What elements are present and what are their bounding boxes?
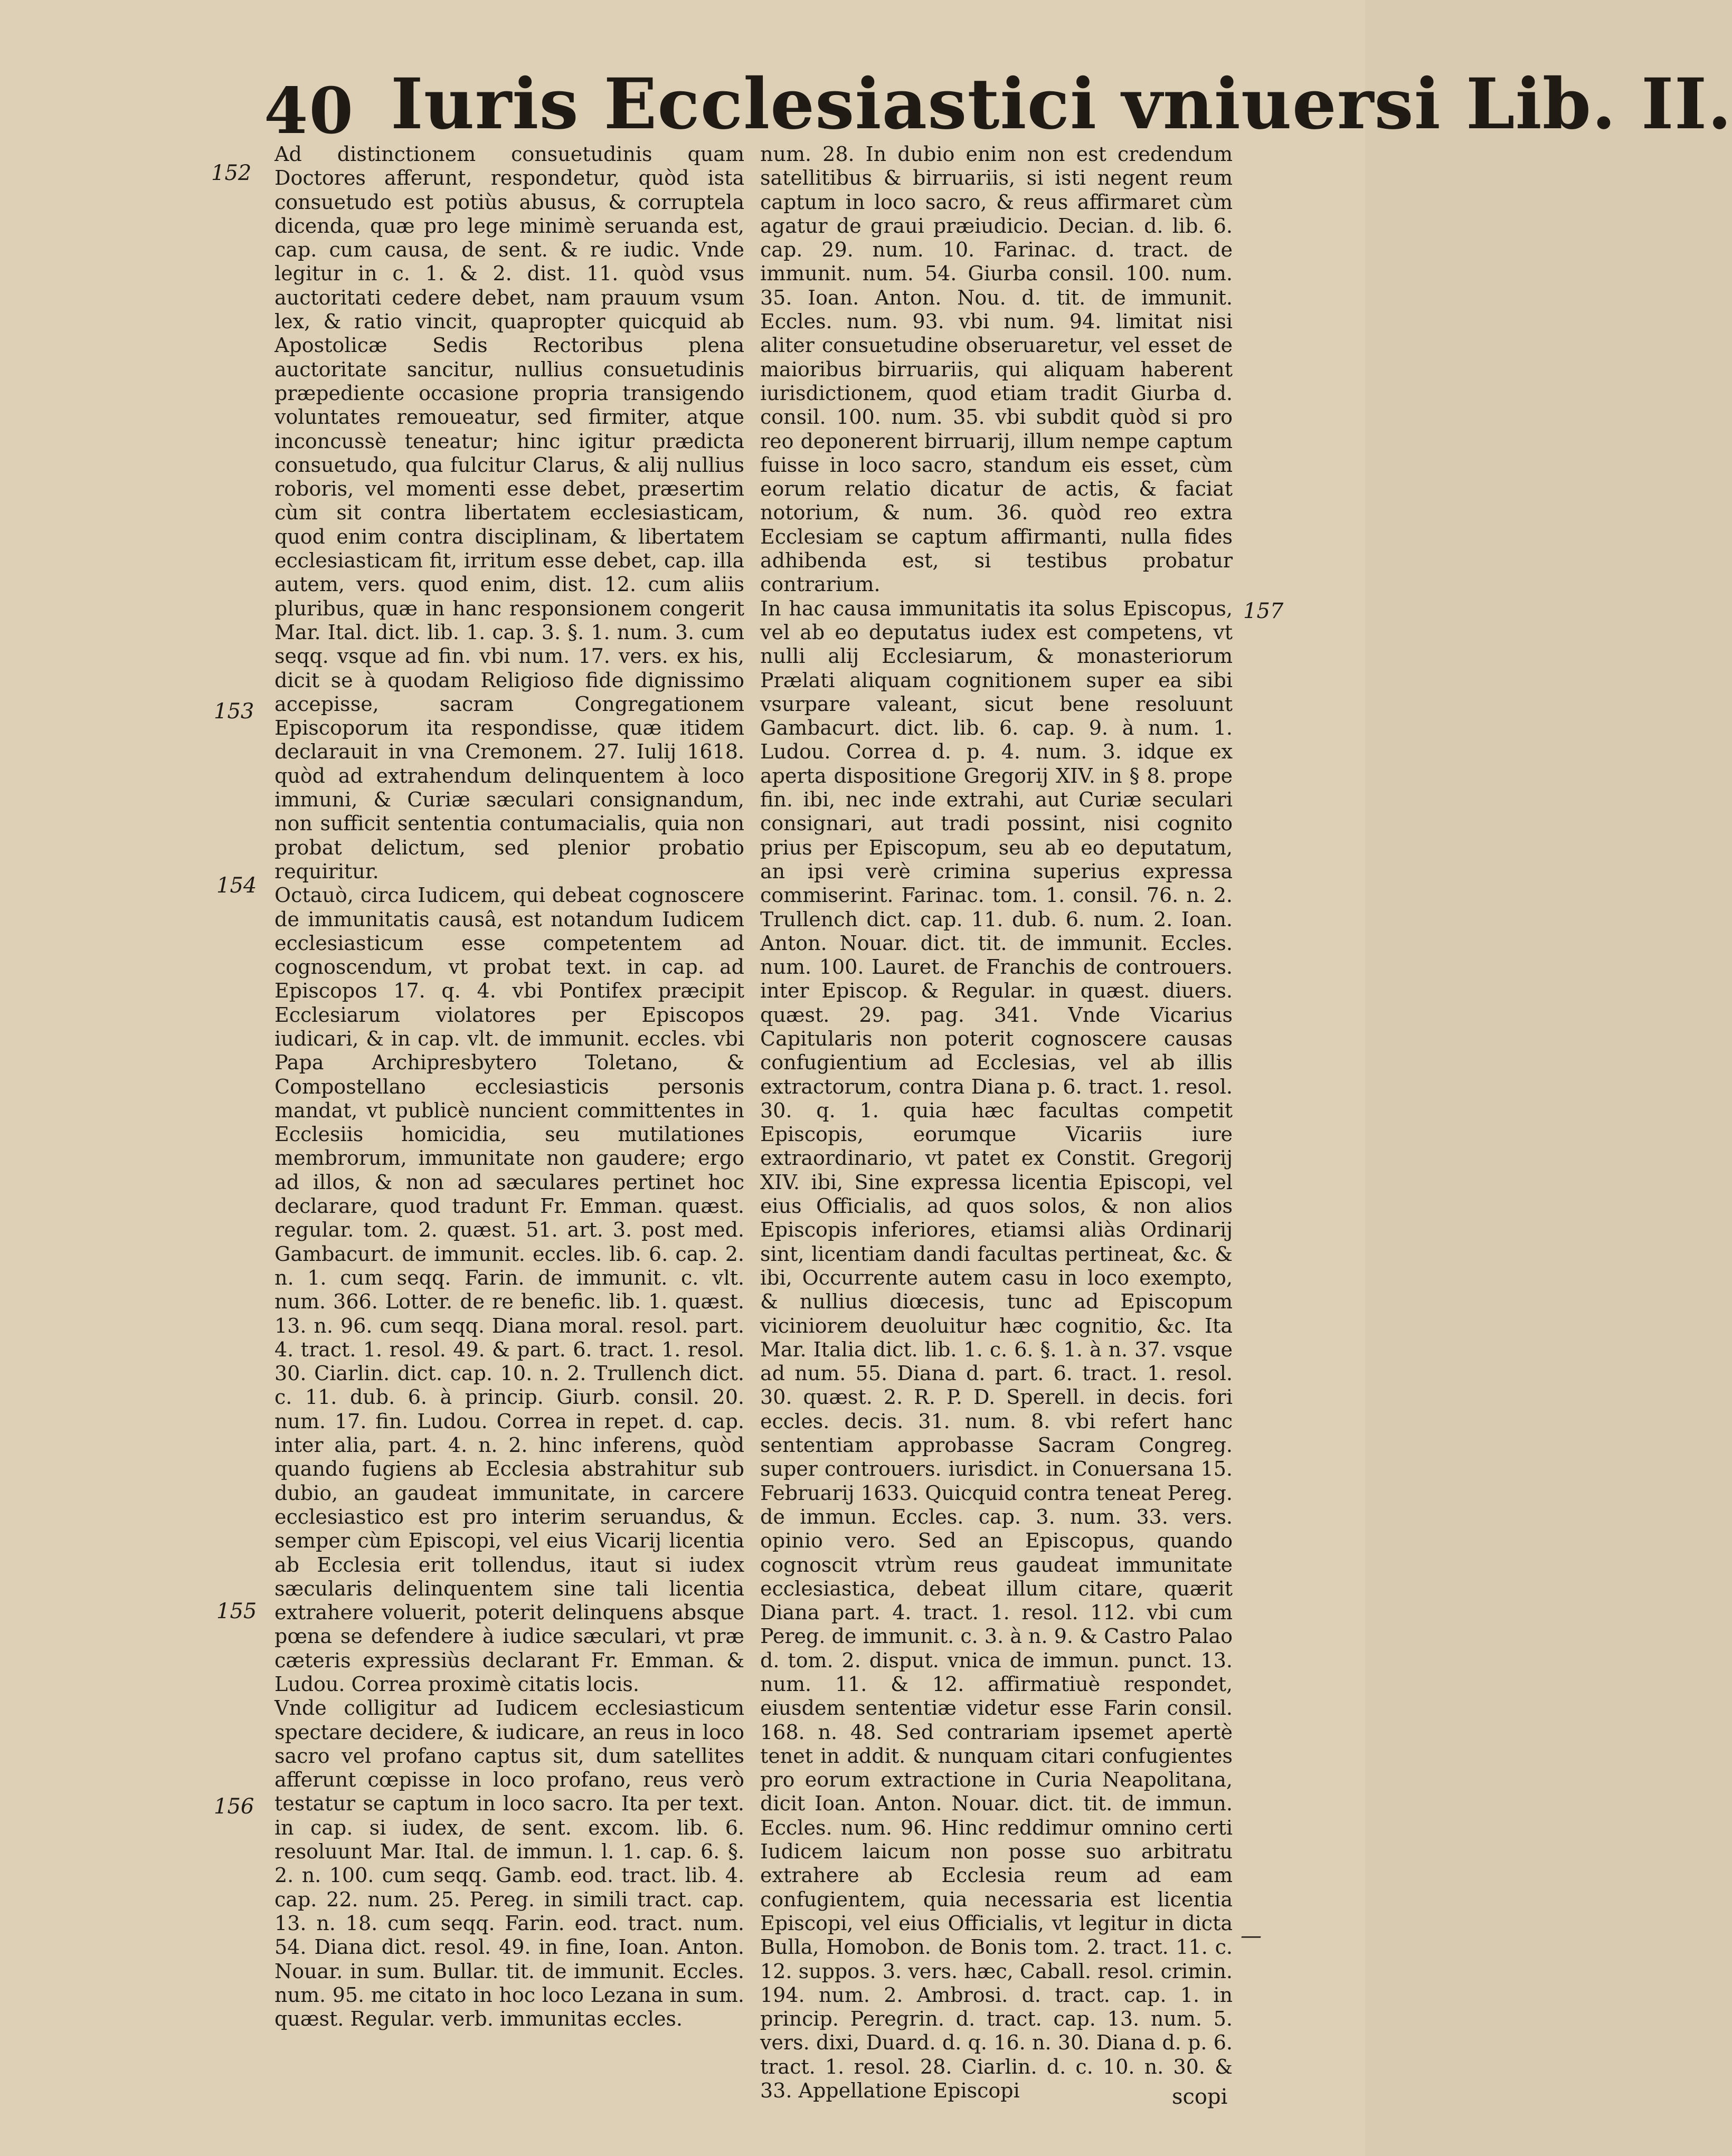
page-header [0, 53, 1732, 148]
margin-number: 157 [1243, 599, 1284, 623]
margin-number: 154 [216, 873, 257, 898]
margin-number: 156 [214, 1794, 254, 1819]
catchword: scopi [1172, 2085, 1228, 2109]
margin-number: 152 [211, 161, 252, 185]
page-number: 40 [264, 74, 354, 148]
running-title: Iuris Ecclesiastici vniuersi Lib. II. [391, 63, 1732, 145]
margin-dash: — [1241, 1924, 1262, 1948]
margin-number: 153 [214, 699, 254, 724]
text-column-right: num. 28. In dubio enim non est credendum satellitibus & birruariis, si isti negent reum captum in loco sacro, & reus affirmaret cùm agatur de graui præiudicio. Decian. d. lib. 6. cap. 29. num. 10. Farinac. d. tract. de immunit. num. 54. Giurba consil. 100. num. 35. Ioan. Anton. Nou. d. tit. de immunit. Eccles. num. 93. vbi num. 94. limitat nisi aliter consuetudine obseruaretur, vel esset de maioribus birruariis, qui aliquam haberent iurisdictionem, quod etiam tradit Giurba d. consil. 100. num. 35. vbi subdit quòd si pro reo deponerent birruarij, illum nempe captum fuisse in loco sacro, standum eis esset, cùm eorum relatio dicatur de actis, & faciat notorium, & num. 36. quòd reo extra Ecclesiam se captum affirmanti, nulla fides adhibenda est, si testibus probatur contrarium. In hac causa immunitatis ita solus Episcopus, vel ab eo deputatus iudex est competens, vt nulli alij Ecclesiarum, & monasteriorum Prælati aliquam cognitionem super ea sibi vsurpare valeant, sicut bene resoluunt Gambacurt. dict. lib. 6. cap. 9. à num. 1. Ludou. Correa d. p. 4. num. 3. idque ex aperta dispositione Gregorij XIV. in § 8. prope fin. ibi, nec inde extrahi, aut Curiæ seculari consignari, aut tradi possint, nisi cognito prius per Episcopum, seu ab eo deputatum, an ipsi verè crimina superius expressa commiserint. Farinac. tom. 1. consil. 76. n. 2. Trullench dict. cap. 11. dub. 6. num. 2. Ioan. Anton. Nouar. dict. tit. de immunit. Eccles. num. 100. Lauret. de Franchis de controuers. inter Episcop. & Regular. in quæst. diuers. quæst. 29. pag. 341. Vnde Vicarius Capitularis non poterit cognoscere causas confugientium ad Ecclesias, vel ab illis extractorum, contra Diana p. 6. tract. 1. resol. 30. q. 1. quia hæc facultas competit Episcopis, eorumque Vicariis iure extraordinario, vt patet ex Constit. Gregorij XIV. ibi, Sine expressa licentia Episcopi, vel eius Officialis, ad quos solos, & non alios Episcopis inferiores, etiamsi aliàs Ordinarij sint, licentiam dandi facultas pertineat, &c. & ibi, Occurrente autem casu in loco exempto, & nullius diœcesis, tunc ad Episcopum viciniorem deuoluitur hæc cognitio, &c. Ita Mar. Italia dict. lib. 1. c. 6. §. 1. à n. 37. vsque ad num. 55. Diana d. part. 6. tract. 1. resol. 30. quæst. 2. R. P. D. Sperell. in decis. fori eccles. decis. 31. num. 8. vbi refert hanc sententiam approbasse Sacram Congreg. super controuers. iurisdict. in Conuersana 15. Februarij 1633. Quicquid contra teneat Pereg. de immun. Eccles. cap. 3. num. 33. vers. opinio vero. Sed an Episcopus, quando cognoscit vtrùm reus gaudeat immunitate ecclesiastica, debeat illum citare, quærit Diana part. 4. tract. 1. resol. 112. vbi cum Pereg. de immunit. c. 3. à n. 9. & Castro Palao d. tom. 2. disput. vnica de immun. punct. 13. num. 11. & 12. affirmatiuè respondet, eiusdem sententiæ videtur esse Farin consil. 168. n. 48. Sed contrariam ipsemet apertè tenet in addit. & nunquam citari confugientes pro eorum extractione in Curia Neapolitana, dicit Ioan. Anton. Nouar. dict. tit. de immun. Eccles. num. 96. Hinc reddimur omnino certi Iudicem laicum non posse suo arbitratu extrahere ab Ecclesia reum ad eam confugientem, quia necessaria est licentia Episcopi, vel eius Officialis, vt legitur in dicta Bulla, Homobon. de Bonis tom. 2. tract. 11. c. 12. suppos. 3. vers. hæc, Caball. resol. crimin. 194. num. 2. Ambrosi. d. tract. cap. 1. in princip. Peregrin. d. tract. cap. 13. num. 5. vers. dixi, Duard. d. q. 16. n. 30. Diana d. p. 6. tract. 1. resol. 28. Ciarlin. d. c. 10. n. 30. & 33. Appellatione Episcopi [760, 143, 1233, 2103]
margin-number: 155 [216, 1599, 257, 1623]
text-column-left: Ad distinctionem consuetudinis quam Doctores afferunt, respondetur, quòd ista consuetudo est potiùs abusus, & corruptela dicenda, quæ pro lege minimè seruanda est, cap. cum causa, de sent. & re iudic. Vnde legitur in c. 1. & 2. dist. 11. quòd vsus auctoritati cedere debet, nam prauum vsum lex, & ratio vincit, quapropter quicquid ab Apostolicæ Sedis Rectoribus plena auctoritate sancitur, nullius consuetudinis præpediente occasione propria transigendo voluntates remoueatur, sed firmiter, atque inconcussè teneatur; hinc igitur prædicta consuetudo, qua fulcitur Clarus, & alij nullius roboris, vel momenti esse debet, præsertim cùm sit contra libertatem ecclesiasticam, quod enim contra disciplinam, & libertatem ecclesiasticam fit, irritum esse debet, cap. illa autem, vers. quod enim, dist. 12. cum aliis pluribus, quæ in hanc responsionem congerit Mar. Ital. dict. lib. 1. cap. 3. §. 1. num. 3. cum seqq. vsque ad fin. vbi num. 17. vers. ex his, dicit se à quodam Religioso fide dignissimo accepisse, sacram Congregationem Episcoporum ita respondisse, quæ itidem declarauit in vna Cremonem. 27. Iulij 1618. quòd ad extrahendum delinquentem à loco immuni, & Curiæ sæculari consignandum, non sufficit sententia contumacialis, quia non probat delictum, sed plenior probatio requiritur. Octauò, circa Iudicem, qui debeat cognoscere de immunitatis causâ, est notandum Iudicem ecclesiasticum esse competentem ad cognoscendum, vt probat text. in cap. ad Episcopos 17. q. 4. vbi Pontifex præcipit Ecclesiarum violatores per Episcopos iudicari, & in cap. vlt. de immunit. eccles. vbi Papa Archipresbytero Toletano, & Compostellano ecclesiasticis personis mandat, vt publicè nuncient committentes in Ecclesiis homicidia, seu mutilationes membrorum, immunitate non gaudere; ergo ad illos, & non ad sæculares pertinet hoc declarare, quod tradunt Fr. Emman. quæst. regular. tom. 2. quæst. 51. art. 3. post med. Gambacurt. de immunit. eccles. lib. 6. cap. 2. n. 1. cum seqq. Farin. de immunit. c. vlt. num. 366. Lotter. de re benefic. lib. 1. quæst. 13. n. 96. cum seqq. Diana moral. resol. part. 4. tract. 1. resol. 49. & part. 6. tract. 1. resol. 30. Ciarlin. dict. cap. 10. n. 2. Trullench dict. c. 11. dub. 6. à princip. Giurb. consil. 20. num. 17. fin. Ludou. Correa in repet. d. cap. inter alia, part. 4. n. 2. hinc inferens, quòd quando fugiens ab Ecclesia abstrahitur sub dubio, an gaudeat immunitate, in carcere ecclesiastico est pro interim seruandus, & semper cùm Episcopi, vel eius Vicarij licentia ab Ecclesia erit tollendus, itaut si iudex sæcularis delinquentem sine tali licentia extrahere voluerit, poterit delinquens absque pœna se defendere à iudice sæculari, vt præ cæteris expressiùs declarant Fr. Emman. & Ludou. Correa proximè citatis locis. Vnde colligitur ad Iudicem ecclesiasticum spectare decidere, & iudicare, an reus in loco sacro vel profano captus sit, dum satellites afferunt cœpisse in loco profano, reus verò testatur se captum in loco sacro. Ita per text. in cap. si iudex, de sent. excom. lib. 6. resoluunt Mar. Ital. de immun. l. 1. cap. 6. §. 2. n. 100. cum seqq. Gamb. eod. tract. lib. 4. cap. 22. num. 25. Pereg. in simili tract. cap. 13. n. 18. cum seqq. Farin. eod. tract. num. 54. Diana dict. resol. 49. in fine, Ioan. Anton. Nouar. in sum. Bullar. tit. de immunit. Eccles. num. 95. me citato in hoc loco Lezana in sum. quæst. Regular. verb. immunitas eccles. [275, 143, 744, 2031]
